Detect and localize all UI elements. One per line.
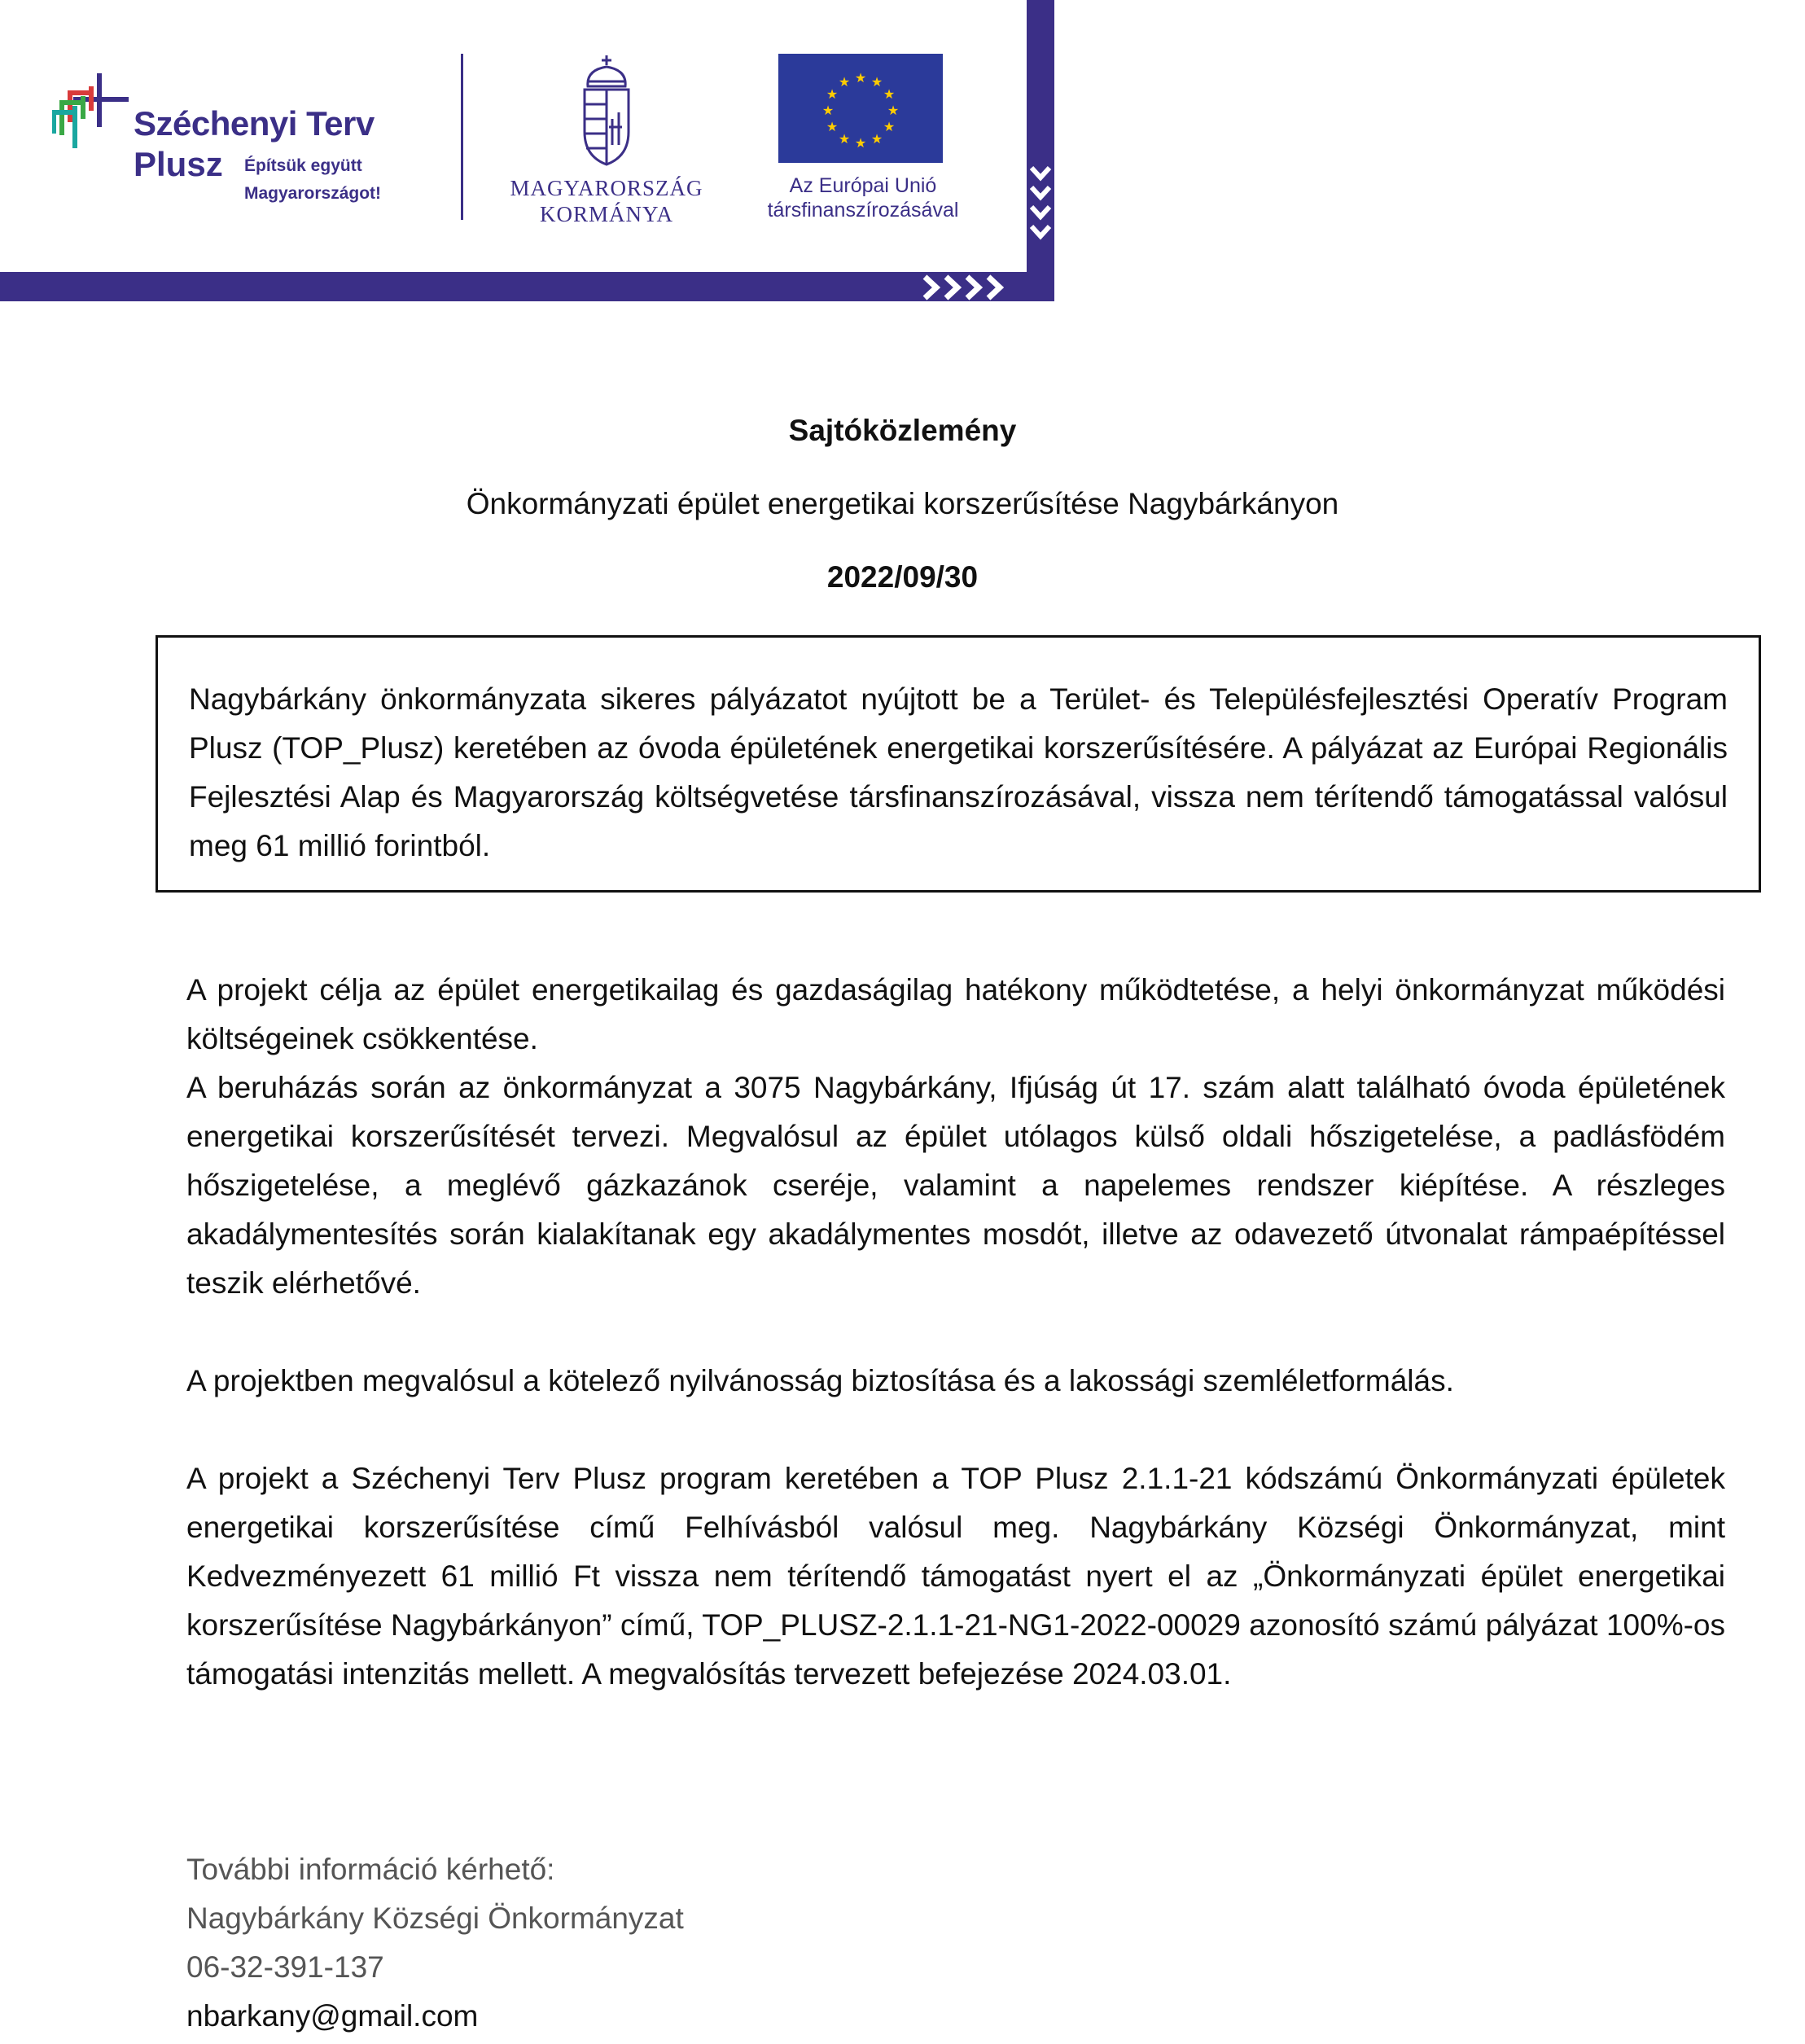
eu-logo	[741, 54, 985, 233]
szechenyi-title: Széchenyi Terv	[134, 104, 375, 143]
document-title: Önkormányzati épület energetikai korszerűsítése Nagybárkányon	[466, 487, 1339, 520]
svg-text:★: ★	[887, 103, 900, 118]
paragraph-project-goal: A projekt célja az épület energetikailag és gazdaságilag hatékony működtetése, a helyi önkormányzat működési költségeinek csökkentése.	[186, 973, 1725, 1055]
contact-intro: További információ kérhető:	[186, 1853, 555, 1886]
eu-flag-icon	[778, 54, 943, 163]
svg-text:★: ★	[821, 103, 835, 118]
government-name-line-1: MAGYARORSZÁG	[510, 176, 703, 200]
header-banner	[0, 0, 1054, 303]
svg-text:★: ★	[826, 119, 839, 134]
banner-horizontal-bar	[0, 272, 1027, 301]
document-kind: Sajtóközlemény	[788, 414, 1017, 447]
svg-text:★: ★	[870, 131, 883, 147]
szechenyi-tagline-1: Építsük együtt	[244, 156, 362, 175]
contact-email[interactable]: nbarkany@gmail.com	[186, 1999, 479, 2033]
svg-text:★: ★	[826, 86, 839, 102]
svg-text:★: ★	[870, 74, 883, 90]
document-date: 2022/09/30	[826, 560, 979, 594]
chevrons-down-icon	[1029, 163, 1052, 252]
paragraph-investment: A beruházás során az önkormányzat a 3075 Nagybárkány, Ifjúság út 17. szám alatt található óvoda épületének energetikai korszerűsítését tervezi. Megvalósul az épület utólagos külső oldali hőszigetelése, a padlásfödém hőszigetelése, a meglévő gázkazánok cseréje, valamint a napelemes rendszer kiépítése. A részleges akadálymentesítés során kialakítanak egy akadálymentes mosdót, illetve az odavezető útvonalat rámpaépítéssel teszik elérhetővé.	[186, 1071, 1725, 1300]
paragraph-funding: A projekt a Széchenyi Terv Plusz program keretében a TOP Plusz 2.1.1-21 kódszámú Önkormányzati épületek energetikai korszerűsítése című Felhívásból valósul meg. Nagybárkány Községi Önkormányzat, mint Kedvezményezett 61 millió Ft vissza nem térítendő támogatást nyert el az „Önkormányzati épület energetikai korszerűsítése Nagybárkányon” című, TOP_PLUSZ-2.1.1-21-NG1-2022-00029 azonosító számú pályázat 100%-os támogatási intenzitás mellett. A megvalósítás tervezett befejezése 2024.03.01.	[186, 1462, 1725, 1691]
chevrons-right-icon	[920, 274, 1018, 301]
government-logo	[505, 54, 708, 233]
summary-text: Nagybárkány önkormányzata sikeres pályázatot nyújtott be a Terület- és Településfejlesztési Operatív Program Plusz (TOP_Plusz) keretében az óvoda épületének energetikai korszerűsítésére. A pályázat az Európai Regionális Fejlesztési Alap és Magyarország költségvetése társfinanszírozásával, vissza nem térítendő támogatással valósul meg 61 millió forintból.	[189, 682, 1728, 862]
szechenyi-plus: Plusz	[134, 145, 223, 183]
szechenyi-tagline-2: Magyarországot!	[244, 184, 382, 203]
banner-vertical-bar	[1027, 0, 1054, 301]
svg-text:★: ★	[883, 119, 896, 134]
svg-text:★: ★	[838, 74, 851, 90]
svg-text:★: ★	[854, 135, 867, 151]
contact-organization: Nagybárkány Községi Önkormányzat	[186, 1901, 684, 1935]
summary-box	[156, 635, 1761, 893]
government-name-line-2: KORMÁNYA	[539, 202, 673, 226]
contact-block	[186, 1845, 1163, 2041]
svg-text:★: ★	[854, 70, 867, 86]
eu-caption-line-1: Az Európai Unió	[789, 174, 937, 197]
szechenyi-terv-plusz-logo	[52, 64, 410, 210]
paragraph-publicity: A projektben megvalósul a kötelező nyilvánosság biztosítása és a lakossági szemléletformálás.	[186, 1364, 1454, 1397]
szechenyi-cross-icon	[52, 70, 134, 160]
logo-divider	[461, 54, 463, 220]
contact-phone: 06-32-391-137	[186, 1950, 384, 1984]
svg-text:★: ★	[838, 131, 851, 147]
coat-of-arms-icon	[578, 54, 635, 168]
svg-text:★: ★	[883, 86, 896, 102]
eu-caption-line-2: társfinanszírozásával	[767, 199, 959, 222]
